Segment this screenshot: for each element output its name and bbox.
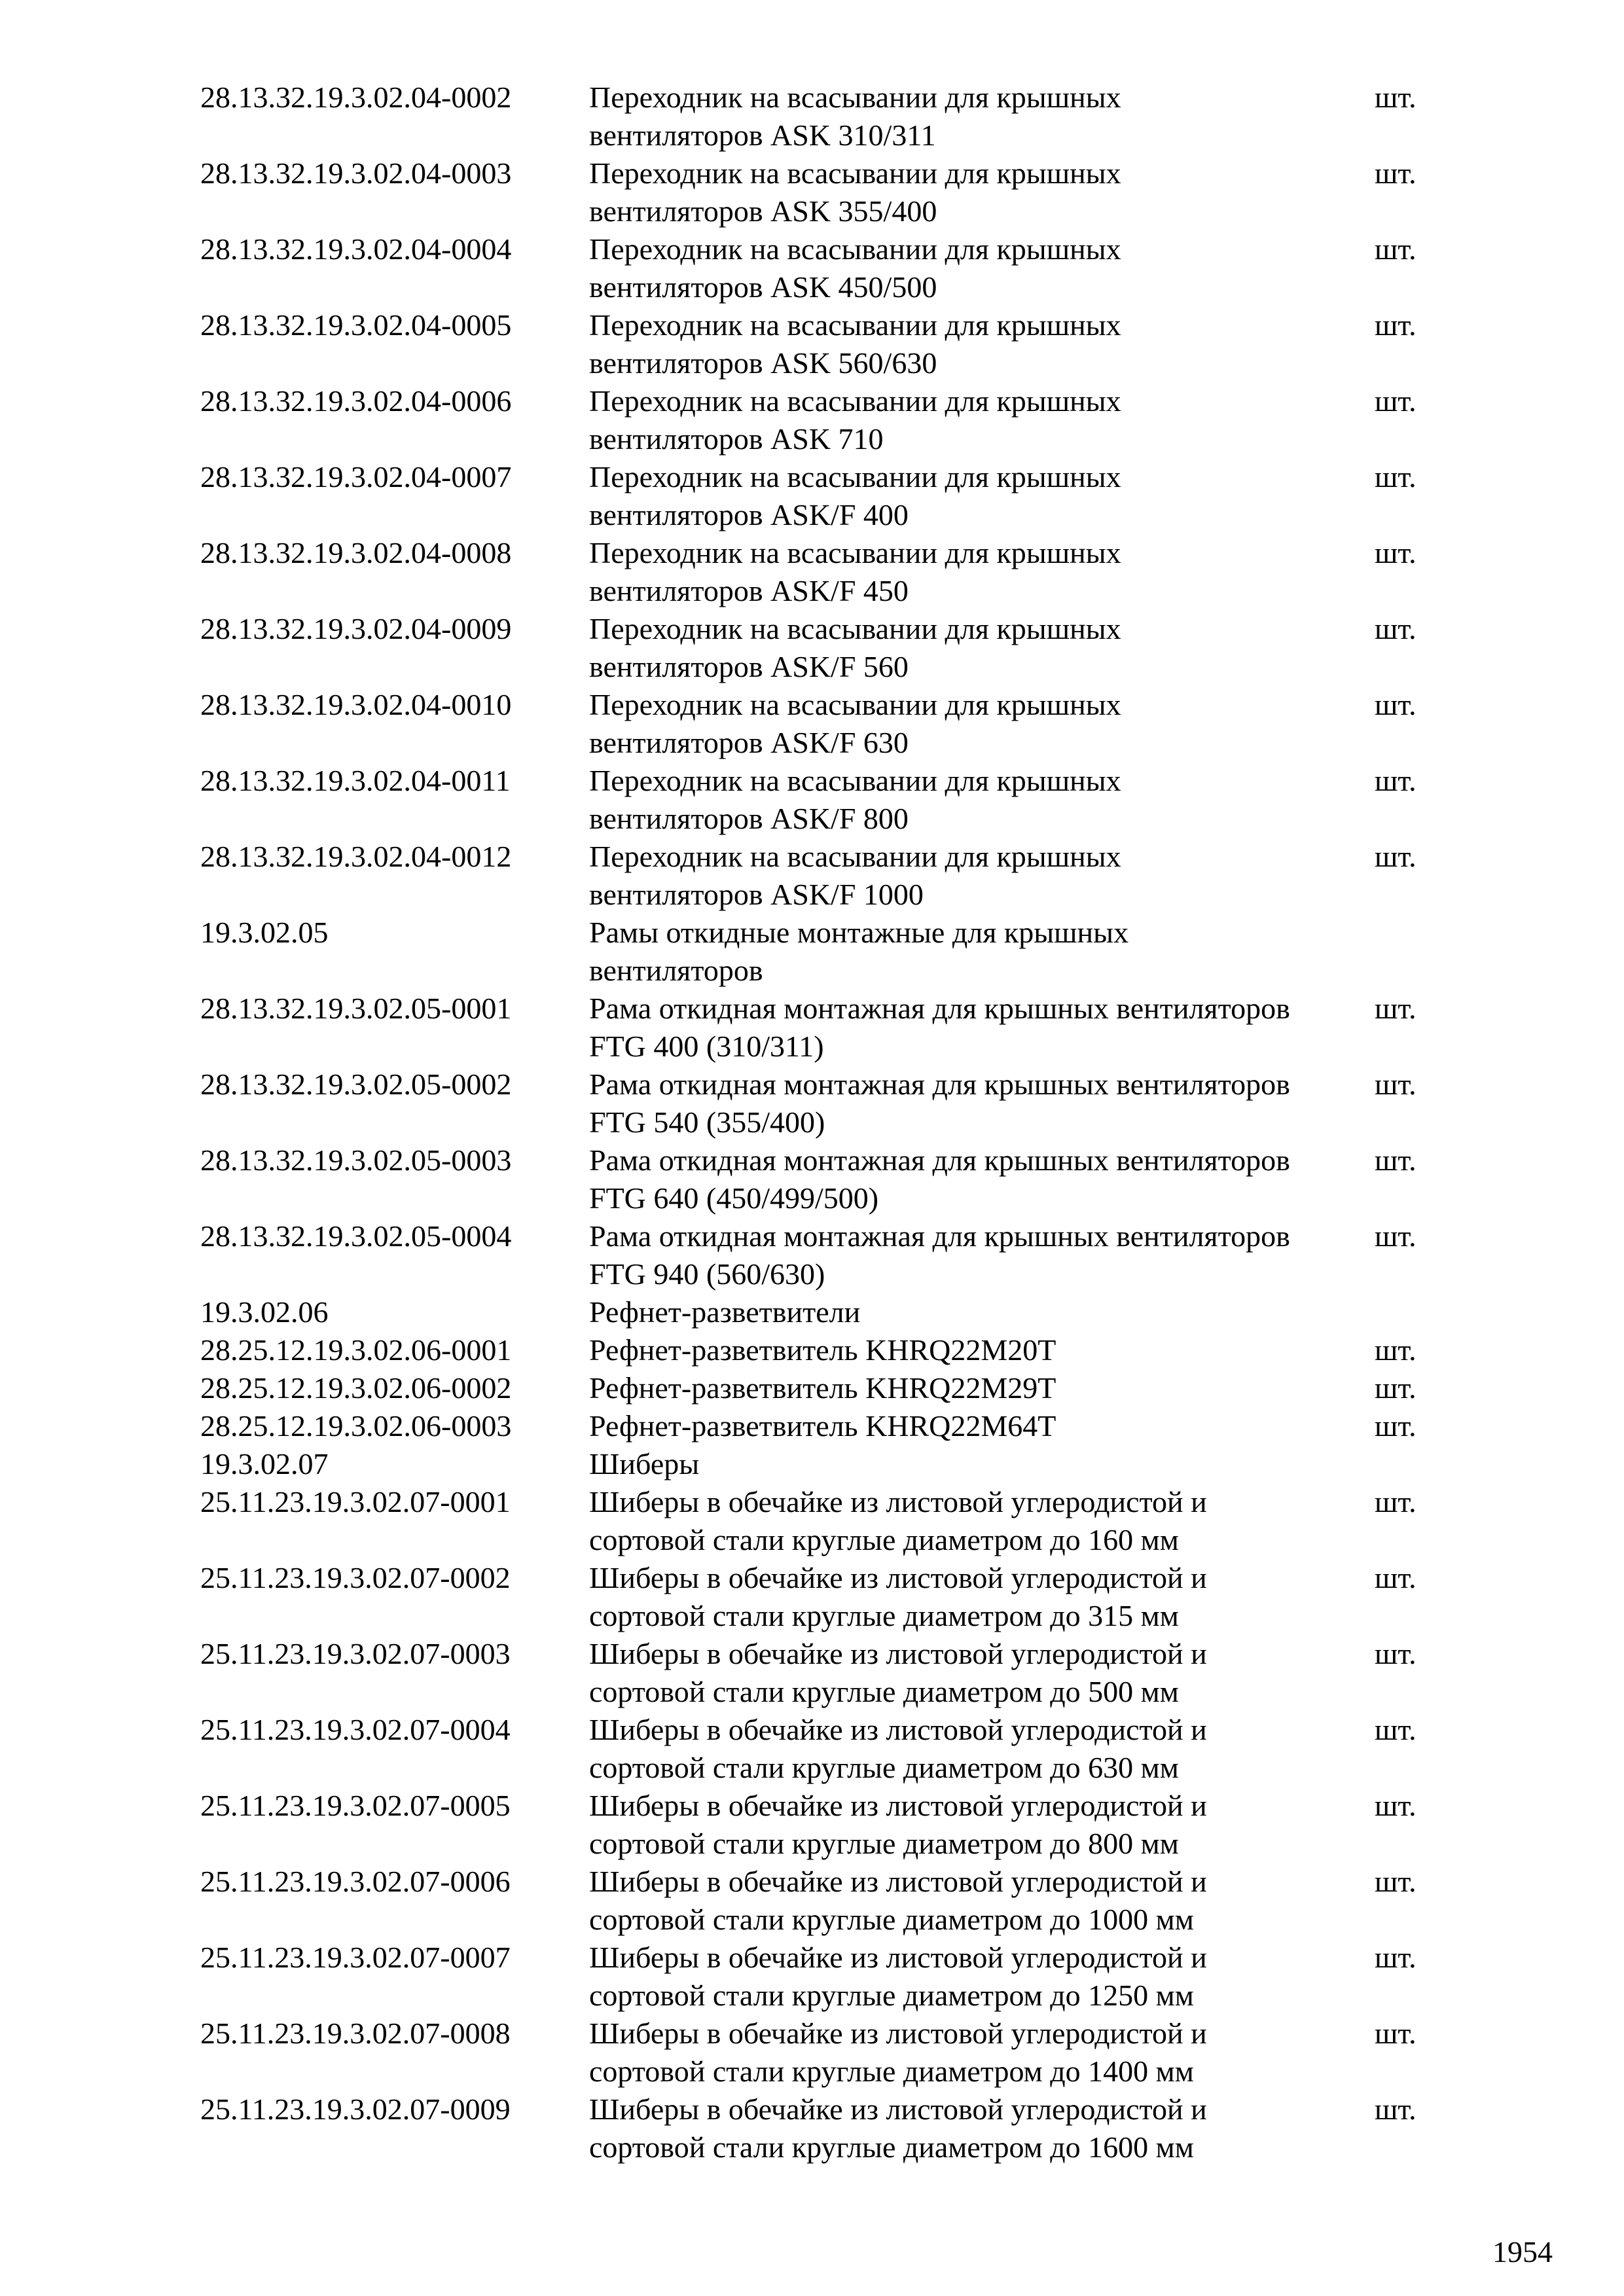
resource-description: Шиберы в обечайке из листовой углеродистой и: [589, 2092, 1207, 2126]
resource-code: 28.13.32.19.3.02.05-0002: [200, 1067, 512, 1101]
table-row-line: [200, 610, 1444, 648]
table-row-line: [200, 1901, 1444, 1939]
resource-description: сортовой стали круглые диаметром до 160 мм: [589, 1523, 1179, 1556]
table-row-line: [200, 990, 1444, 1028]
resource-description: Рефнет-разветвитель KHRQ22M29T: [589, 1371, 1056, 1405]
table-row: [200, 534, 1444, 610]
table-row: [200, 79, 1444, 154]
resource-description: Рефнет-разветвители: [589, 1295, 861, 1329]
resource-description: сортовой стали круглые диаметром до 800 мм: [589, 1827, 1179, 1860]
resource-description: вентиляторов ASK/F 560: [589, 650, 909, 683]
table-row-line: [200, 1749, 1444, 1787]
resource-code: 19.3.02.07: [200, 1447, 329, 1480]
table-row-line: [200, 876, 1444, 914]
resource-code: 25.11.23.19.3.02.07-0007: [200, 1941, 511, 1974]
table-row: [200, 1369, 1444, 1407]
table-row: [200, 762, 1444, 838]
unit-of-measure: шт.: [1375, 1067, 1416, 1101]
unit-of-measure: шт.: [1375, 460, 1416, 493]
resource-code: 25.11.23.19.3.02.07-0008: [200, 2017, 511, 2050]
resource-code: 28.13.32.19.3.02.04-0010: [200, 688, 512, 721]
unit-of-measure: шт.: [1375, 992, 1416, 1025]
table-row: [200, 458, 1444, 534]
table-row: [200, 686, 1444, 762]
resource-description: Переходник на всасывании для крышных: [589, 156, 1121, 190]
table-row-line: [200, 724, 1444, 762]
table-row: [200, 1293, 1444, 1331]
resource-code: 28.13.32.19.3.02.05-0003: [200, 1143, 512, 1177]
unit-of-measure: шт.: [1375, 1865, 1416, 1898]
table-row-line: [200, 1255, 1444, 1293]
table-row-line: [200, 1559, 1444, 1597]
table-row: [200, 1559, 1444, 1635]
table-row: [200, 1787, 1444, 1863]
table-row: [200, 382, 1444, 458]
table-row-line: [200, 1787, 1444, 1825]
table-row-line: [200, 230, 1444, 268]
unit-of-measure: шт.: [1375, 156, 1416, 190]
table-row-line: [200, 1977, 1444, 2015]
resource-description: Переходник на всасывании для крышных: [589, 840, 1121, 873]
resource-description: сортовой стали круглые диаметром до 630 мм: [589, 1751, 1179, 1784]
resource-description: Шиберы в обечайке из листовой углеродистой и: [589, 1485, 1207, 1518]
resource-code: 28.13.32.19.3.02.04-0012: [200, 840, 512, 873]
resource-description: сортовой стали круглые диаметром до 315 мм: [589, 1599, 1179, 1632]
table-row-line: [200, 2128, 1444, 2166]
table-row-line: [200, 1103, 1444, 1141]
resource-description: сортовой стали круглые диаметром до 1600 мм: [589, 2130, 1194, 2164]
resource-description: Переходник на всасывании для крышных: [589, 308, 1121, 342]
table-row-line: [200, 572, 1444, 610]
resource-description: вентиляторов ASK/F 1000: [589, 878, 924, 911]
resource-code: 28.13.32.19.3.02.04-0002: [200, 81, 512, 114]
table-row-line: [200, 534, 1444, 572]
table-row-line: [200, 1369, 1444, 1407]
table-row: [200, 990, 1444, 1066]
table-row: [200, 1445, 1444, 1483]
unit-of-measure: шт.: [1375, 1637, 1416, 1670]
unit-of-measure: шт.: [1375, 1485, 1416, 1518]
unit-of-measure: шт.: [1375, 688, 1416, 721]
table-row-line: [200, 1066, 1444, 1103]
resource-code: 28.25.12.19.3.02.06-0001: [200, 1333, 512, 1367]
resource-description: сортовой стали круглые диаметром до 1000 мм: [589, 1903, 1194, 1936]
table-row-line: [200, 1939, 1444, 1977]
unit-of-measure: шт.: [1375, 1333, 1416, 1367]
unit-of-measure: шт.: [1375, 536, 1416, 569]
table-row: [200, 1939, 1444, 2015]
unit-of-measure: шт.: [1375, 232, 1416, 266]
table-row-line: [200, 1331, 1444, 1369]
resource-code: 25.11.23.19.3.02.07-0003: [200, 1637, 511, 1670]
resource-description: Переходник на всасывании для крышных: [589, 536, 1121, 569]
table-row-line: [200, 306, 1444, 344]
table-row: [200, 306, 1444, 382]
table-row-line: [200, 2053, 1444, 2090]
table-row-line: [200, 1217, 1444, 1255]
resource-description: Рефнет-разветвитель KHRQ22M64T: [589, 1409, 1056, 1443]
unit-of-measure: шт.: [1375, 1789, 1416, 1822]
table-row-line: [200, 762, 1444, 800]
resource-description: FTG 400 (310/311): [589, 1030, 824, 1063]
resource-description: вентиляторов: [589, 954, 763, 987]
table-row-line: [200, 686, 1444, 724]
table-row: [200, 1141, 1444, 1217]
resource-description: вентиляторов ASK 355/400: [589, 194, 937, 228]
resource-code: 25.11.23.19.3.02.07-0002: [200, 1561, 511, 1594]
resource-code: 28.13.32.19.3.02.04-0003: [200, 156, 512, 190]
resource-code: 19.3.02.05: [200, 916, 329, 949]
resource-description: Шиберы в обечайке из листовой углеродистой и: [589, 1789, 1207, 1822]
resource-description: Рамы откидные монтажные для крышных: [589, 916, 1129, 949]
resource-description: Переходник на всасывании для крышных: [589, 384, 1121, 418]
unit-of-measure: шт.: [1375, 1143, 1416, 1177]
resource-description: Переходник на всасывании для крышных: [589, 688, 1121, 721]
resource-description: Переходник на всасывании для крышных: [589, 764, 1121, 797]
unit-of-measure: шт.: [1375, 1219, 1416, 1253]
resource-description: сортовой стали круглые диаметром до 1400 мм: [589, 2054, 1194, 2088]
resource-code: 25.11.23.19.3.02.07-0001: [200, 1485, 511, 1518]
table-row-line: [200, 914, 1444, 952]
resource-description: вентиляторов ASK 560/630: [589, 346, 937, 380]
table-row: [200, 838, 1444, 914]
resource-description: Переходник на всасывании для крышных: [589, 81, 1121, 114]
resource-description: FTG 540 (355/400): [589, 1105, 825, 1139]
resource-description: Шиберы в обечайке из листовой углеродистой и: [589, 1561, 1207, 1594]
resource-description: Рама откидная монтажная для крышных вентиляторов: [589, 1143, 1290, 1177]
resource-description: сортовой стали круглые диаметром до 500 мм: [589, 1675, 1179, 1708]
table-row-line: [200, 117, 1444, 154]
table-row-line: [200, 2090, 1444, 2128]
resource-code: 28.13.32.19.3.02.05-0001: [200, 992, 512, 1025]
table-row-line: [200, 79, 1444, 117]
table-row: [200, 1407, 1444, 1445]
table-row: [200, 914, 1444, 990]
resource-description: Шиберы: [589, 1447, 700, 1480]
table-row-line: [200, 648, 1444, 686]
table-row-line: [200, 1293, 1444, 1331]
unit-of-measure: шт.: [1375, 1371, 1416, 1405]
table-row-line: [200, 192, 1444, 230]
table-row-line: [200, 154, 1444, 192]
unit-of-measure: шт.: [1375, 612, 1416, 645]
resource-code: 28.13.32.19.3.02.04-0008: [200, 536, 512, 569]
unit-of-measure: шт.: [1375, 308, 1416, 342]
resource-description: вентиляторов ASK 450/500: [589, 270, 937, 304]
unit-of-measure: шт.: [1375, 2092, 1416, 2126]
table-row-line: [200, 382, 1444, 420]
table-row-line: [200, 1597, 1444, 1635]
unit-of-measure: шт.: [1375, 1409, 1416, 1443]
resource-code: 25.11.23.19.3.02.07-0004: [200, 1713, 511, 1746]
resource-code: 25.11.23.19.3.02.07-0006: [200, 1865, 511, 1898]
table-row: [200, 1863, 1444, 1939]
table-row: [200, 1483, 1444, 1559]
page-number: 1954: [1492, 2235, 1553, 2269]
table-row: [200, 1331, 1444, 1369]
resource-description: Шиберы в обечайке из листовой углеродистой и: [589, 1637, 1207, 1670]
resource-description: вентиляторов ASK/F 400: [589, 498, 909, 531]
table-row-line: [200, 1673, 1444, 1711]
table-row-line: [200, 420, 1444, 458]
resource-table: [200, 79, 1444, 2166]
resource-code: 19.3.02.06: [200, 1295, 329, 1329]
table-row: [200, 230, 1444, 306]
unit-of-measure: шт.: [1375, 1561, 1416, 1594]
resource-code: 25.11.23.19.3.02.07-0005: [200, 1789, 511, 1822]
table-row: [200, 1217, 1444, 1293]
table-row-line: [200, 1635, 1444, 1673]
unit-of-measure: шт.: [1375, 2017, 1416, 2050]
table-row-line: [200, 1825, 1444, 1863]
resource-code: 28.13.32.19.3.02.04-0004: [200, 232, 512, 266]
resource-code: 28.13.32.19.3.02.04-0011: [200, 764, 511, 797]
resource-description: Шиберы в обечайке из листовой углеродистой и: [589, 2017, 1207, 2050]
table-row: [200, 154, 1444, 230]
resource-code: 28.25.12.19.3.02.06-0002: [200, 1371, 512, 1405]
resource-code: 25.11.23.19.3.02.07-0009: [200, 2092, 511, 2126]
unit-of-measure: шт.: [1375, 1713, 1416, 1746]
table-row-line: [200, 1483, 1444, 1521]
table-row-line: [200, 800, 1444, 838]
resource-description: вентиляторов ASK 710: [589, 422, 884, 456]
unit-of-measure: шт.: [1375, 764, 1416, 797]
resource-description: вентиляторов ASK 310/311: [589, 118, 936, 152]
resource-description: сортовой стали круглые диаметром до 1250 мм: [589, 1979, 1194, 2012]
resource-description: Рама откидная монтажная для крышных вентиляторов: [589, 992, 1290, 1025]
resource-description: Переходник на всасывании для крышных: [589, 232, 1121, 266]
resource-description: Шиберы в обечайке из листовой углеродистой и: [589, 1865, 1207, 1898]
table-row: [200, 1635, 1444, 1711]
table-row-line: [200, 268, 1444, 306]
resource-code: 28.13.32.19.3.02.04-0009: [200, 612, 512, 645]
resource-code: 28.13.32.19.3.02.04-0006: [200, 384, 512, 418]
unit-of-measure: шт.: [1375, 81, 1416, 114]
table-row-line: [200, 2015, 1444, 2053]
table-row-line: [200, 1445, 1444, 1483]
table-row-line: [200, 1028, 1444, 1066]
resource-code: 28.13.32.19.3.02.04-0007: [200, 460, 512, 493]
resource-description: FTG 640 (450/499/500): [589, 1181, 879, 1215]
resource-description: Рефнет-разветвитель KHRQ22M20T: [589, 1333, 1056, 1367]
table-row: [200, 1066, 1444, 1141]
resource-description: Рама откидная монтажная для крышных вентиляторов: [589, 1067, 1290, 1101]
resource-description: вентиляторов ASK/F 800: [589, 802, 909, 835]
table-row-line: [200, 1179, 1444, 1217]
resource-code: 28.13.32.19.3.02.04-0005: [200, 308, 512, 342]
table-row: [200, 2015, 1444, 2090]
resource-description: вентиляторов ASK/F 630: [589, 726, 909, 759]
table-row-line: [200, 344, 1444, 382]
resource-description: Рама откидная монтажная для крышных вентиляторов: [589, 1219, 1290, 1253]
table-row: [200, 1711, 1444, 1787]
unit-of-measure: шт.: [1375, 384, 1416, 418]
table-row-line: [200, 458, 1444, 496]
unit-of-measure: шт.: [1375, 840, 1416, 873]
unit-of-measure: шт.: [1375, 1941, 1416, 1974]
table-row-line: [200, 838, 1444, 876]
resource-description: Шиберы в обечайке из листовой углеродистой и: [589, 1713, 1207, 1746]
table-row: [200, 2090, 1444, 2166]
table-row-line: [200, 1407, 1444, 1445]
resource-code: 28.25.12.19.3.02.06-0003: [200, 1409, 512, 1443]
table-row-line: [200, 1863, 1444, 1901]
resource-code: 28.13.32.19.3.02.05-0004: [200, 1219, 512, 1253]
table-row-line: [200, 1711, 1444, 1749]
resource-description: вентиляторов ASK/F 450: [589, 574, 909, 607]
table-row-line: [200, 1521, 1444, 1559]
resource-description: Переходник на всасывании для крышных: [589, 612, 1121, 645]
table-row: [200, 610, 1444, 686]
resource-description: Переходник на всасывании для крышных: [589, 460, 1121, 493]
table-row-line: [200, 952, 1444, 990]
table-row-line: [200, 496, 1444, 534]
resource-description: FTG 940 (560/630): [589, 1257, 825, 1291]
table-row-line: [200, 1141, 1444, 1179]
resource-description: Шиберы в обечайке из листовой углеродистой и: [589, 1941, 1207, 1974]
